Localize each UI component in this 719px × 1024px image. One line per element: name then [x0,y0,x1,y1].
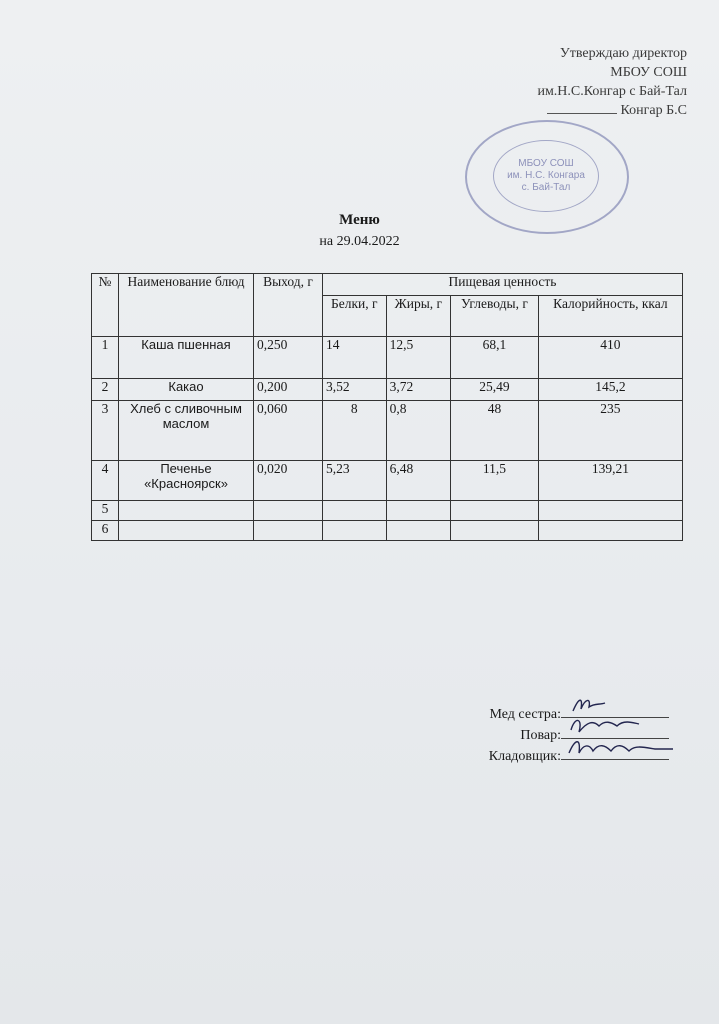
dish-proteins: 5,23 [323,461,387,501]
document-date: на 29.04.2022 [319,234,400,249]
dish-name: Хлеб с сливочным маслом [119,401,254,461]
dish-calories [538,501,682,521]
dish-fats: 12,5 [386,337,451,379]
table-row [92,337,683,379]
table-row [92,521,683,541]
stamp-line-2: им. Н.С. Конгара [507,170,585,181]
row-number: 4 [92,461,119,501]
dish-proteins: 14 [323,337,387,379]
menu-table [91,273,683,541]
header-dish-name: Наименование блюд [119,274,254,337]
table-row [92,501,683,521]
dish-name: Каша пшенная [119,337,254,379]
dish-carbs: 48 [451,401,539,461]
dish-carbs [451,501,539,521]
dish-output [254,501,323,521]
dish-proteins: 3,52 [323,379,387,401]
row-number: 1 [92,337,119,379]
approval-line-2: МБОУ СОШ [610,65,687,80]
row-number: 2 [92,379,119,401]
signature-storekeeper [489,745,669,766]
row-number: 3 [92,401,119,461]
dish-name [119,501,254,521]
table-row [92,379,683,401]
cook-label: Повар: [520,728,561,743]
dish-output [254,521,323,541]
dish-proteins: 8 [323,401,387,461]
storekeeper-label: Кладовщик: [488,749,561,764]
dish-carbs: 68,1 [451,337,539,379]
storekeeper-signature [565,735,675,759]
dish-calories: 145,2 [538,379,682,401]
dish-name: Какао [119,379,254,401]
header-output: Выход, г [254,274,323,337]
header-carbs: Углеводы, г [451,296,539,337]
dish-calories: 235 [538,401,682,461]
row-number: 6 [92,521,119,541]
dish-fats [386,521,451,541]
storekeeper-signature-line [561,745,669,760]
row-number: 5 [92,501,119,521]
dish-proteins [323,521,387,541]
dish-carbs [451,521,539,541]
dish-proteins [323,501,387,521]
document-title: Меню [339,212,380,228]
dish-calories [538,521,682,541]
approval-block [537,44,687,120]
stamp-line-3: с. Бай-Тал [521,182,571,193]
dish-output: 0,060 [254,401,323,461]
table-row [92,401,683,461]
header-number: № [92,274,119,337]
dish-name: Печенье «Красноярск» [119,461,254,501]
approval-line-1: Утверждаю директор [559,46,687,61]
table-row [92,461,683,501]
dish-calories: 139,21 [538,461,682,501]
signatures-block [489,703,669,766]
director-signature-line [547,113,617,114]
header-nutrition: Пищевая ценность [323,274,683,296]
dish-name [119,521,254,541]
approval-line-3: им.Н.С.Конгар с Бай-Тал [537,84,687,99]
header-calories: Калорийность, ккал [538,296,682,337]
stamp-center [493,140,599,212]
dish-output: 0,250 [254,337,323,379]
header-fats: Жиры, г [386,296,451,337]
dish-carbs: 11,5 [451,461,539,501]
nurse-label: Мед сестра: [489,707,561,722]
header-proteins: Белки, г [323,296,387,337]
dish-fats: 6,48 [386,461,451,501]
dish-calories: 410 [538,337,682,379]
dish-fats: 0,8 [386,401,451,461]
dish-output: 0,020 [254,461,323,501]
dish-fats: 3,72 [386,379,451,401]
approval-line-4: Конгар Б.С [537,101,687,120]
dish-fats [386,501,451,521]
stamp-line-1: МБОУ СОШ [518,158,574,169]
dish-output: 0,200 [254,379,323,401]
dish-carbs: 25,49 [451,379,539,401]
